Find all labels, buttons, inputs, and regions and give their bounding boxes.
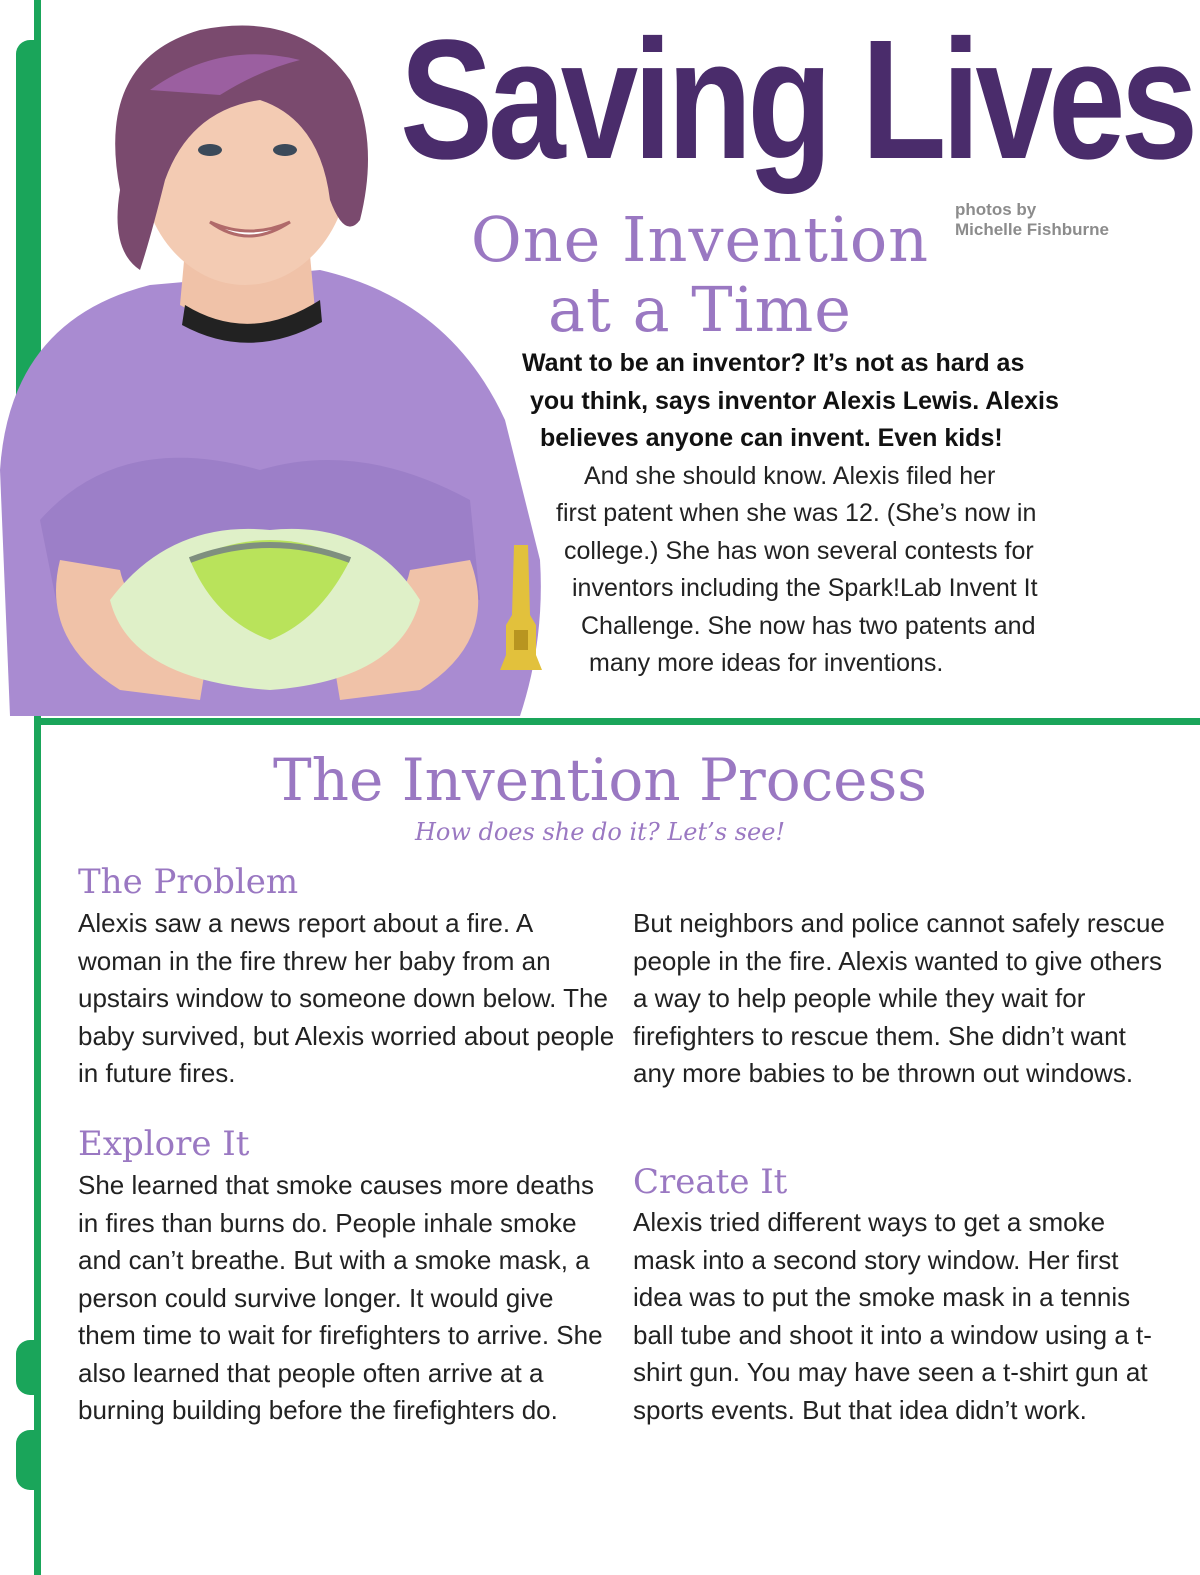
- intro-line: inventors including the Spark!Lab Invent It: [572, 574, 1038, 602]
- explore-paragraph: She learned that smoke causes more deaths in fires than burns do. People inhale smoke and can’t breathe. But with a smoke mask, a person could survive longer. It would give them time to wait for firefighters to arrive. She also learned that people often arrive at a burning building before the firefighters do.: [78, 1170, 603, 1425]
- section-title: The Invention Process: [272, 746, 928, 814]
- intro-line: college.) She has won several contests for: [564, 537, 1034, 565]
- subtitle-line: at a Time: [548, 273, 852, 346]
- intro-bold-line: you think, says inventor Alexis Lewis. Alexis: [530, 387, 1059, 415]
- photo-credit: [955, 200, 1155, 240]
- intro-line: first patent when she was 12. (She’s now in: [556, 499, 1037, 527]
- problem-heading: The Problem: [78, 862, 299, 902]
- intro-line: many more ideas for inventions.: [589, 649, 944, 677]
- explore-heading: Explore It: [78, 1124, 250, 1164]
- intro-bold-line: Want to be an inventor? It’s not as hard as: [522, 349, 1025, 377]
- page-subtitle: [450, 205, 950, 345]
- intro-bold-line: believes anyone can invent. Even kids!: [540, 424, 1003, 452]
- problem-paragraph: Alexis saw a news report about a fire. A woman in the fire threw her baby from an upstairs window to someone down below. The baby survived, but Alexis worried about people in future fires.: [78, 908, 615, 1088]
- create-heading: Create It: [633, 1162, 788, 1202]
- trophy-icon: [500, 545, 542, 670]
- credit-line: photos by: [955, 200, 1037, 219]
- create-paragraph: Alexis tried different ways to get a smoke mask into a second story window. Her first idea was to put the smoke mask in a tennis ball tube and shoot it into a window using a t-shirt gun. You may have seen a t-shirt gun at sports events. But that idea didn’t work.: [633, 1207, 1152, 1425]
- horizontal-rule: [34, 718, 1200, 725]
- credit-line: Michelle Fishburne: [955, 220, 1109, 239]
- subtitle-line: One Invention: [470, 203, 930, 276]
- page-title: Saving Lives: [400, 5, 1194, 195]
- section-subtitle: How does she do it? Let’s see!: [414, 818, 786, 846]
- intro-line: Challenge. She now has two patents and: [581, 612, 1036, 640]
- problem-continued-paragraph: But neighbors and police cannot safely rescue people in the fire. Alexis wanted to give others a way to help people while they wait for firefighters to rescue them. She didn’t want any more babies to be thrown out windows.: [633, 908, 1165, 1088]
- intro-line: And she should know. Alexis filed her: [584, 462, 996, 490]
